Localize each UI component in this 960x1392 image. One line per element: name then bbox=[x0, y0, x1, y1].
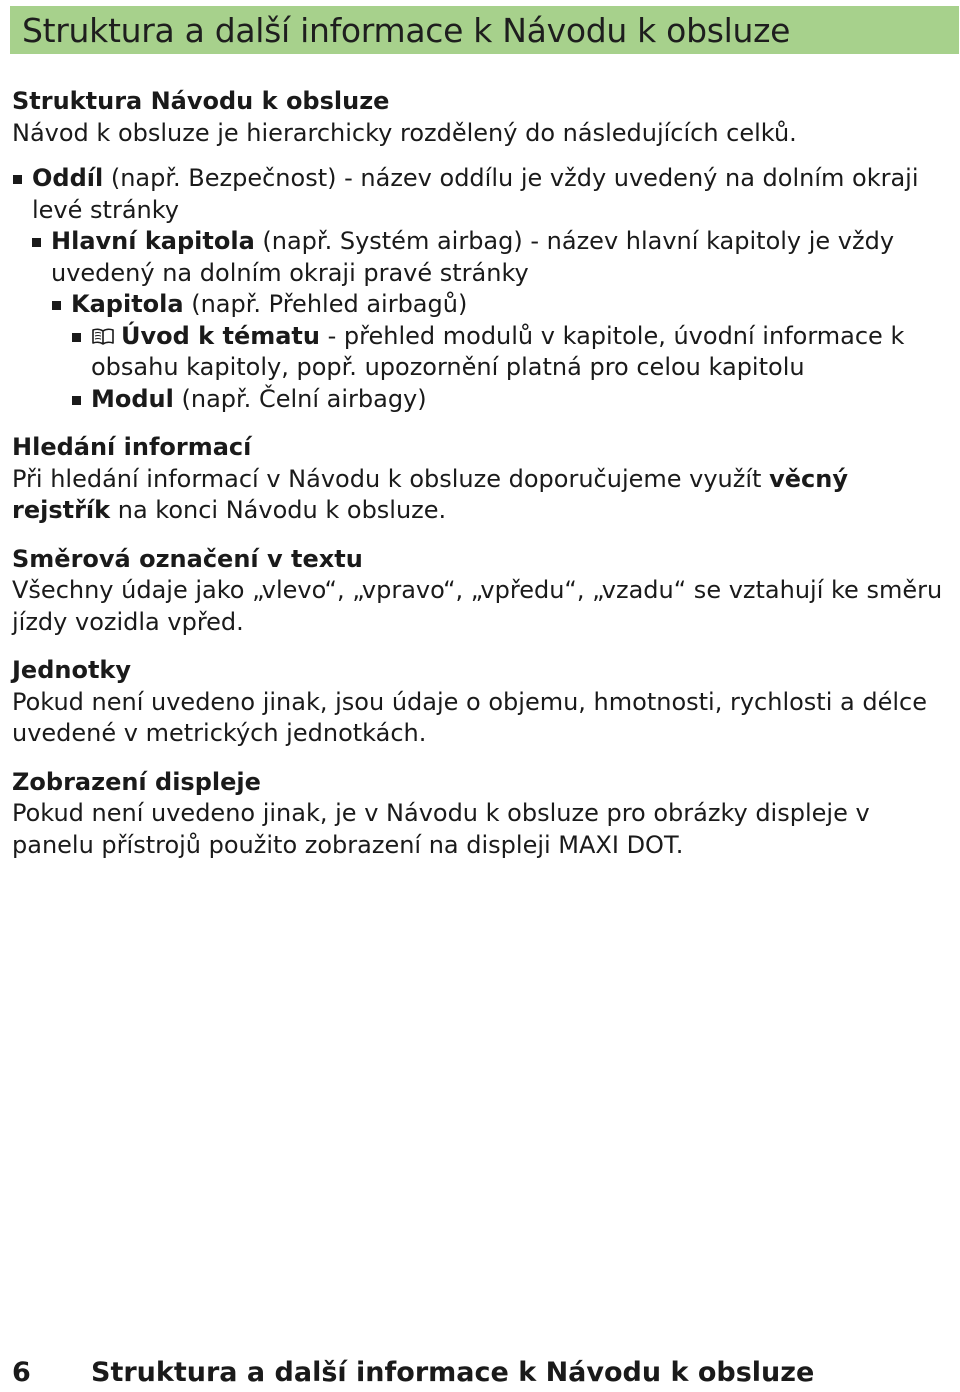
list-item bbox=[12, 384, 952, 416]
section-display bbox=[12, 767, 952, 862]
bullet-icon bbox=[13, 175, 22, 184]
section-structure bbox=[12, 86, 952, 415]
list-item-text: (např. Čelní airbagy) bbox=[173, 384, 427, 413]
search-text-before: Při hledání informací v Návodu k obsluze doporučujeme využít bbox=[12, 464, 770, 493]
units-text: Pokud není uvedeno jinak, jsou údaje o objemu, hmotnosti, rychlosti a délce uvedené v metrických jednotkách. bbox=[12, 687, 927, 747]
main-content bbox=[12, 86, 952, 861]
search-bold: věcný rejstřík bbox=[12, 464, 848, 524]
bullet-icon bbox=[72, 333, 81, 342]
list-item-bold: Hlavní kapitola bbox=[51, 227, 255, 255]
page-title: Struktura a další informace k Návodu k obsluze bbox=[22, 10, 791, 50]
title-bar bbox=[10, 6, 959, 54]
section-units bbox=[12, 655, 952, 750]
structure-intro: Návod k obsluze je hierarchicky rozdělený do následujících celků. bbox=[12, 118, 797, 147]
list-item-text: (např. Bezpečnost) - název oddílu je vždy uvedený na dolním okraji levé stránky bbox=[32, 164, 919, 224]
section-heading-units: Jednotky bbox=[12, 656, 132, 684]
page-number: 6 bbox=[12, 1357, 31, 1388]
search-paragraph bbox=[12, 464, 952, 527]
list-item-bold: Oddíl bbox=[32, 164, 104, 192]
book-icon bbox=[91, 323, 115, 341]
footer-title: Struktura a další informace k Návodu k obsluze bbox=[91, 1357, 815, 1388]
bullet-icon bbox=[52, 301, 61, 310]
list-item-bold: Kapitola bbox=[71, 290, 184, 318]
display-text: Pokud není uvedeno jinak, je v Návodu k obsluze pro obrázky displeje v panelu přístrojů použito zobrazení na displeji MAXI DOT. bbox=[12, 799, 870, 859]
section-heading-display: Zobrazení displeje bbox=[12, 767, 261, 796]
list-item bbox=[12, 289, 952, 321]
list-item-text: (např. Přehled airbagů) bbox=[183, 290, 468, 318]
section-heading-search: Hledání informací bbox=[12, 433, 252, 461]
list-item bbox=[12, 321, 952, 384]
page-footer bbox=[12, 1355, 952, 1391]
section-directions bbox=[12, 544, 952, 639]
section-search bbox=[12, 432, 952, 527]
list-item-bold: Úvod k tématu bbox=[121, 321, 320, 350]
bullet-icon bbox=[32, 238, 41, 247]
list-item-text: - přehled modulů v kapitole, úvodní informace k obsahu kapitoly, popř. upozornění platná pro celou kapitolu bbox=[91, 321, 905, 381]
search-text-after: na konci Návodu k obsluze. bbox=[110, 496, 447, 524]
list-item-bold: Modul bbox=[91, 384, 174, 413]
list-item bbox=[12, 226, 952, 289]
list-item-text: (např. Systém airbag) - název hlavní kapitoly je vždy uvedený na dolním okraji pravé stránky bbox=[51, 227, 895, 287]
section-heading-directions: Směrová označení v textu bbox=[12, 544, 363, 573]
directions-text: Všechny údaje jako „vlevo“, „vpravo“, „vpředu“, „vzadu“ se vztahují ke směru jízdy vozidla vpřed. bbox=[12, 576, 943, 636]
bullet-icon bbox=[72, 396, 81, 405]
section-heading-structure: Struktura Návodu k obsluze bbox=[12, 87, 390, 115]
list-item bbox=[12, 163, 952, 226]
